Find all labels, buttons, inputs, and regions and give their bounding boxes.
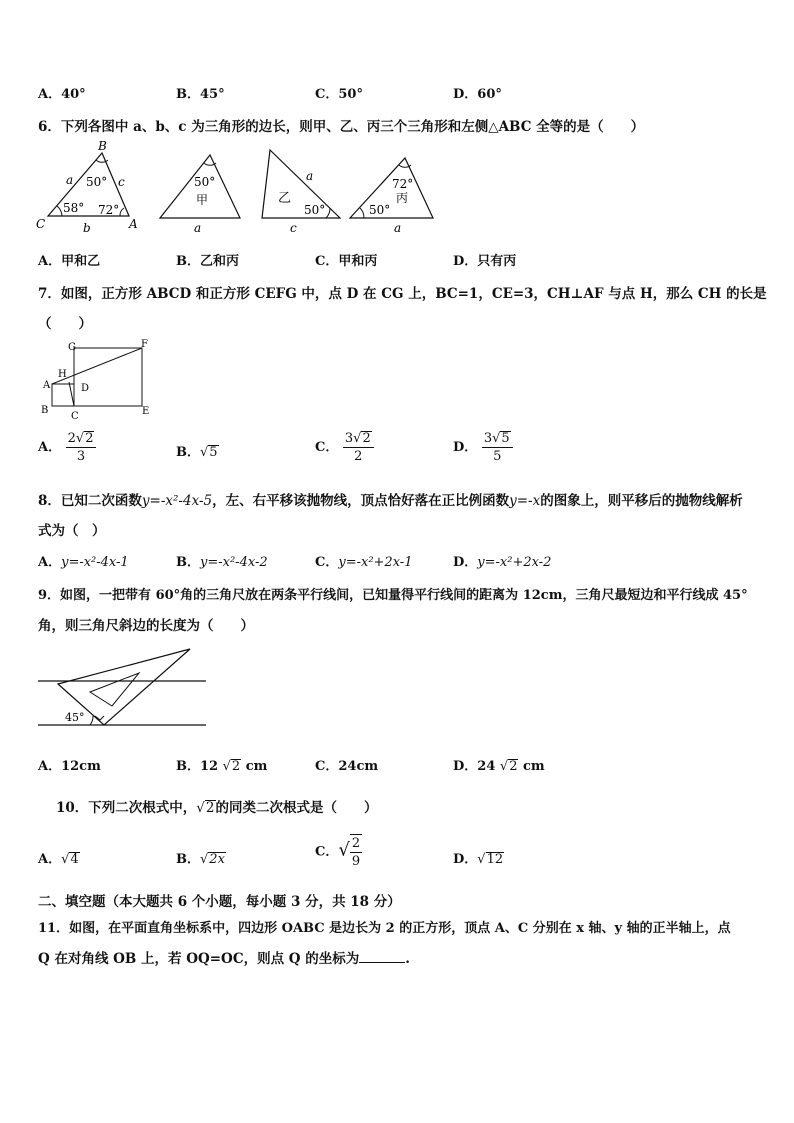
abc-angle-c: 58° xyxy=(63,201,85,215)
q7-label-h: H xyxy=(58,369,67,380)
q9-figure xyxy=(38,646,208,732)
q8-stem-line2: 式为（ ） xyxy=(38,523,106,539)
abc-label-a: A xyxy=(129,217,138,231)
q9-option-b: B．12 √2 cm xyxy=(176,759,268,774)
q10-option-b: B．√2x xyxy=(176,852,225,867)
abc-side-c: c xyxy=(118,175,125,189)
q6-stem: 6．下列各图中 a、b、c 为三角形的边长，则甲、乙、丙三个三角形和左侧△ABC 全等的是（ ） xyxy=(38,119,645,135)
q7-stem-line2: （ ） xyxy=(38,316,92,332)
q5-option-d: D．60° xyxy=(453,87,502,102)
q7-label-b: B xyxy=(41,405,49,416)
q8-option-b: B．y=-x²-4x-2 xyxy=(176,555,268,570)
q6-option-a: A．甲和乙 xyxy=(38,254,101,269)
q7-label-d: D xyxy=(81,383,90,394)
q5-option-c: C．50° xyxy=(315,87,363,102)
q6-figure xyxy=(30,136,450,236)
jia-angle: 50° xyxy=(194,175,216,189)
q7-option-d: D． $\frac{3√5}{5}$ xyxy=(453,430,513,465)
q9-option-d: D．24 √2 cm xyxy=(453,759,545,774)
bing-name: 丙 xyxy=(396,191,409,205)
abc-side-b: b xyxy=(83,221,91,235)
bing-side: a xyxy=(394,221,402,235)
bing-angle-top: 72° xyxy=(392,177,414,191)
q7-label-f: F xyxy=(141,339,148,350)
q9-option-c: C．24cm xyxy=(315,759,379,774)
q9-stem-line1: 9．如图，一把带有 60°角的三角尺放在两条平行线间，已知量得平行线间的距离为 12cm，三角尺最短边和平行线成 45° xyxy=(38,588,748,603)
q10-option-c: C．√ $\frac{2}{9}$ xyxy=(315,836,361,869)
q7-figure xyxy=(36,336,160,422)
q5-option-a: A．40° xyxy=(38,87,86,102)
q7-label-c: C xyxy=(71,411,79,422)
q9-option-a: A．12cm xyxy=(38,759,101,774)
q7-stem-line1: 7．如图，正方形 ABCD 和正方形 CEFG 中，点 D 在 CG 上，BC=1，CE=3，CH⊥AF 与点 H，那么 CH 的长是 xyxy=(38,286,767,302)
q11-stem-line2: Q 在对角线 OB 上，若 OQ=OC，则点 Q 的坐标为 . xyxy=(38,951,410,967)
yi-angle: 50° xyxy=(304,203,326,217)
q5-option-b: B．45° xyxy=(176,87,225,102)
abc-side-a: a xyxy=(66,173,74,187)
q6-option-b: B．乙和丙 xyxy=(176,254,239,269)
q8-stem-line1: 8．已知二次函数y=-x²-4x-5，左、右平移该抛物线，顶点恰好落在正比例函数y=-x的图象上，则平移后的抛物线解析 xyxy=(38,493,743,509)
q8-option-c: C．y=-x²+2x-1 xyxy=(315,555,413,570)
q6-option-d: D．只有丙 xyxy=(453,254,517,269)
abc-angle-a: 72° xyxy=(98,203,120,217)
q8-option-d: D．y=-x²+2x-2 xyxy=(453,555,552,570)
abc-angle-b: 50° xyxy=(86,175,108,189)
q7-option-a: A． $\frac{2√2}{3}$ xyxy=(38,430,96,465)
q11-stem-line1: 11．如图，在平面直角坐标系中，四边形 OABC 是边长为 2 的正方形，顶点 A、C 分别在 x 轴、y 轴的正半轴上，点 xyxy=(38,921,731,936)
jia-name: 甲 xyxy=(196,193,209,207)
q10-option-a: A．√4 xyxy=(38,852,79,867)
yi-name: 乙 xyxy=(278,191,292,206)
q7-label-a: A xyxy=(43,380,51,391)
q7-label-e: E xyxy=(142,406,150,417)
yi-side-c: c xyxy=(290,221,297,235)
abc-label-b: B xyxy=(98,139,107,153)
jia-side: a xyxy=(194,221,202,235)
bing-angle-left: 50° xyxy=(369,203,391,217)
section-title: 二、填空题（本大题共 6 个小题，每小题 3 分，共 18 分） xyxy=(38,894,401,910)
q11-answer-blank[interactable] xyxy=(359,950,405,963)
q9-stem-line2: 角，则三角尺斜边的长度为（ ） xyxy=(38,618,254,634)
q9-angle-label: 45° xyxy=(65,711,85,724)
q7-option-c: C． $\frac{3√2}{2}$ xyxy=(315,430,374,465)
q10-option-d: D．√12 xyxy=(453,852,504,867)
q7-option-b: B．√5 xyxy=(176,445,218,460)
q8-option-a: A．y=-x²-4x-1 xyxy=(38,555,129,570)
q6-option-c: C．甲和丙 xyxy=(315,254,378,269)
abc-label-c: C xyxy=(36,217,46,231)
yi-side-a: a xyxy=(306,169,314,183)
q10-stem: 10．下列二次根式中，√2的同类二次根式是（ ） xyxy=(56,800,378,816)
q7-label-g: G xyxy=(68,342,76,353)
